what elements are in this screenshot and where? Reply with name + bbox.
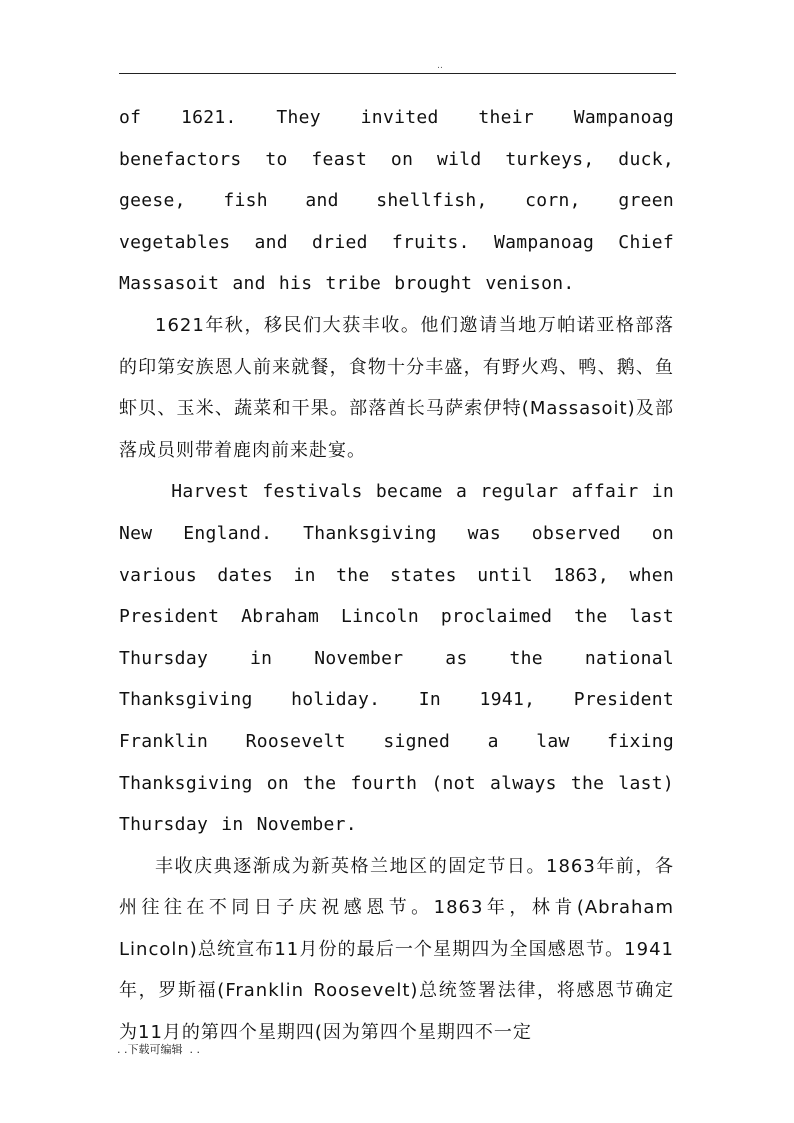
paragraph-english-2: Harvest festivals became a regular affair in New England. Thanksgiving was observed on various dates in the states until 1863, when President Abraham Lincoln proclaimed the last Thursday in November as the national Thanksgiving holiday. In 1941, President Franklin Roosevelt signed a law fixing Thanksgiving on the fourth (not always the last) Thursday in November.	[119, 481, 674, 836]
header-mark: ..	[437, 61, 443, 71]
paragraph-english-1: of 1621. They invited their Wampanoag benefactors to feast on wild turkeys, duck, geese, fish and shellfish, corn, green vegetables and dried fruits. Wampanoag Chief Massasoit and his tribe brought venison.	[119, 107, 674, 295]
header-rule	[119, 73, 676, 74]
footer-note: . .下载可编辑 . .	[117, 1043, 200, 1056]
paragraph-chinese-2: 丰收庆典逐渐成为新英格兰地区的固定节日。1863年前，各州往往在不同日子庆祝感恩节。1863年，林肯(Abraham Lincoln)总统宣布11月份的最后一个星期四为全国感恩节。1941年，罗斯福(Franklin Roosevelt)总统签署法律，将感恩节确定为11月的第四个星期四(因为第四个星期四不一定	[119, 855, 674, 1044]
document-body	[119, 97, 674, 1054]
paragraph-chinese-1: 1621年秋，移民们大获丰收。他们邀请当地万帕诺亚格部落的印第安族恩人前来就餐，食物十分丰盛，有野火鸡、鸭、鹅、鱼虾贝、玉米、蔬菜和干果。部落酋长马萨索伊特(Massasoit)及部落成员则带着鹿肉前来赴宴。	[119, 314, 674, 461]
